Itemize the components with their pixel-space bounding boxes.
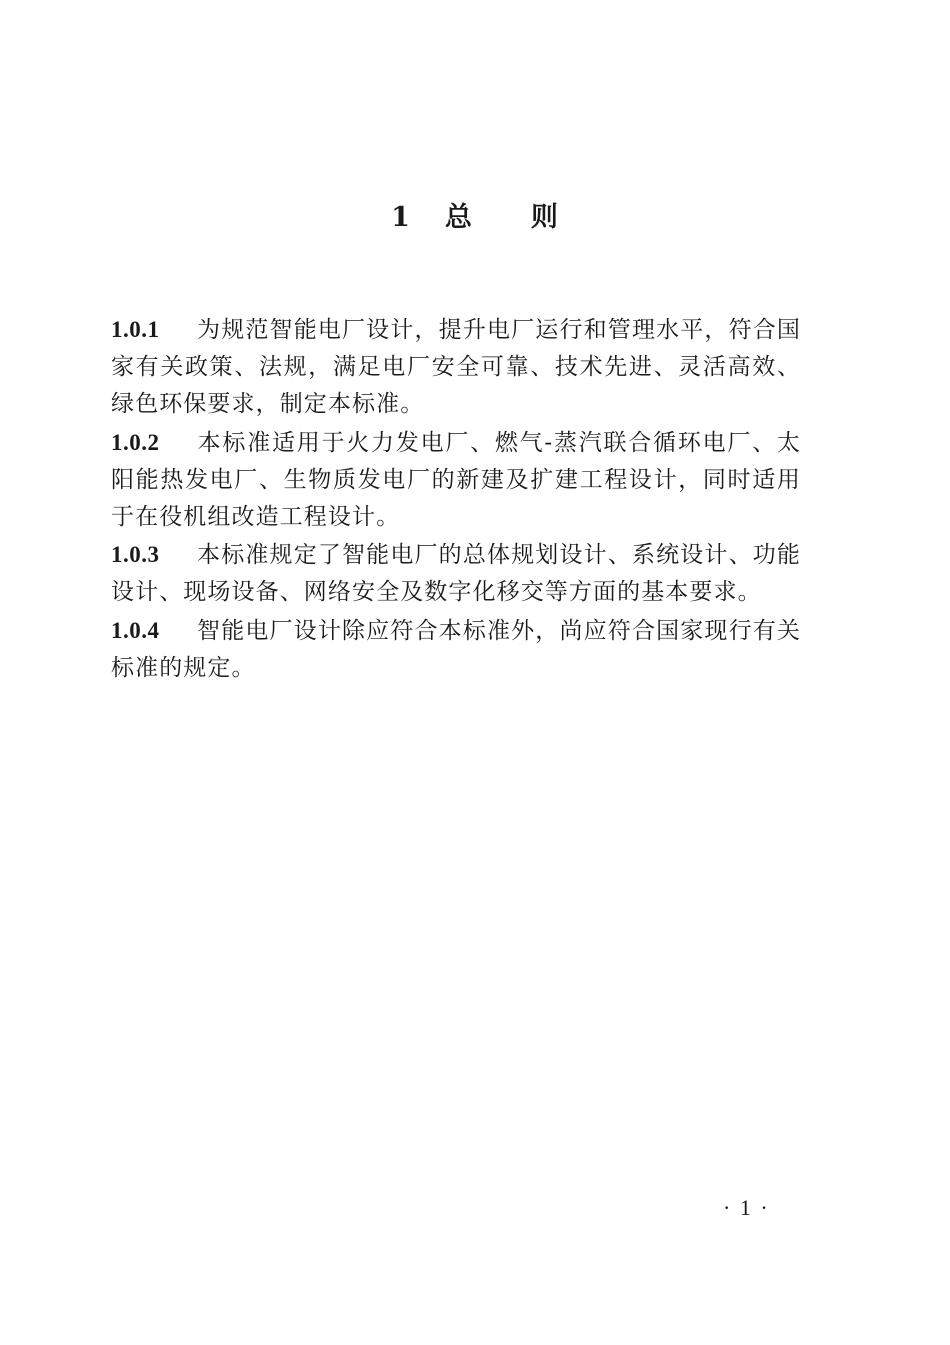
page-number: · 1 · (723, 1195, 770, 1220)
clause-text: 本标准适用于火力发电厂、燃气-蒸汽联合循环电厂、太阳能热发电厂、生物质发电厂的新建及扩建工程设计，同时适用于在役机组改造工程设计。 (111, 429, 801, 531)
clause-1-0-4 (111, 612, 801, 687)
clause-text: 智能电厂设计除应符合本标准外，尚应符合国家现行有关标准的规定。 (111, 617, 801, 681)
chapter-title-char-1: 总 (444, 202, 473, 233)
chapter-title (0, 196, 950, 240)
clause-number: 1.0.2 (111, 429, 160, 455)
clause-text: 本标准规定了智能电厂的总体规划设计、系统设计、功能设计、现场设备、网络安全及数字化移交等方面的基本要求。 (111, 542, 801, 606)
clause-number: 1.0.4 (111, 617, 160, 643)
chapter-body (111, 311, 801, 687)
clause-number: 1.0.1 (111, 317, 160, 342)
clause-number: 1.0.3 (111, 542, 160, 568)
clause-1-0-1 (111, 311, 801, 424)
chapter-title-char-2: 则 (530, 202, 559, 233)
clause-1-0-2 (111, 424, 801, 537)
clause-1-0-3 (111, 536, 801, 611)
clause-text: 为规范智能电厂设计，提升电厂运行和管理水平，符合国家有关政策、法规，满足电厂安全可靠、技术先进、灵活高效、绿色环保要求，制定本标准。 (111, 317, 801, 418)
chapter-number: 1 (391, 202, 411, 233)
